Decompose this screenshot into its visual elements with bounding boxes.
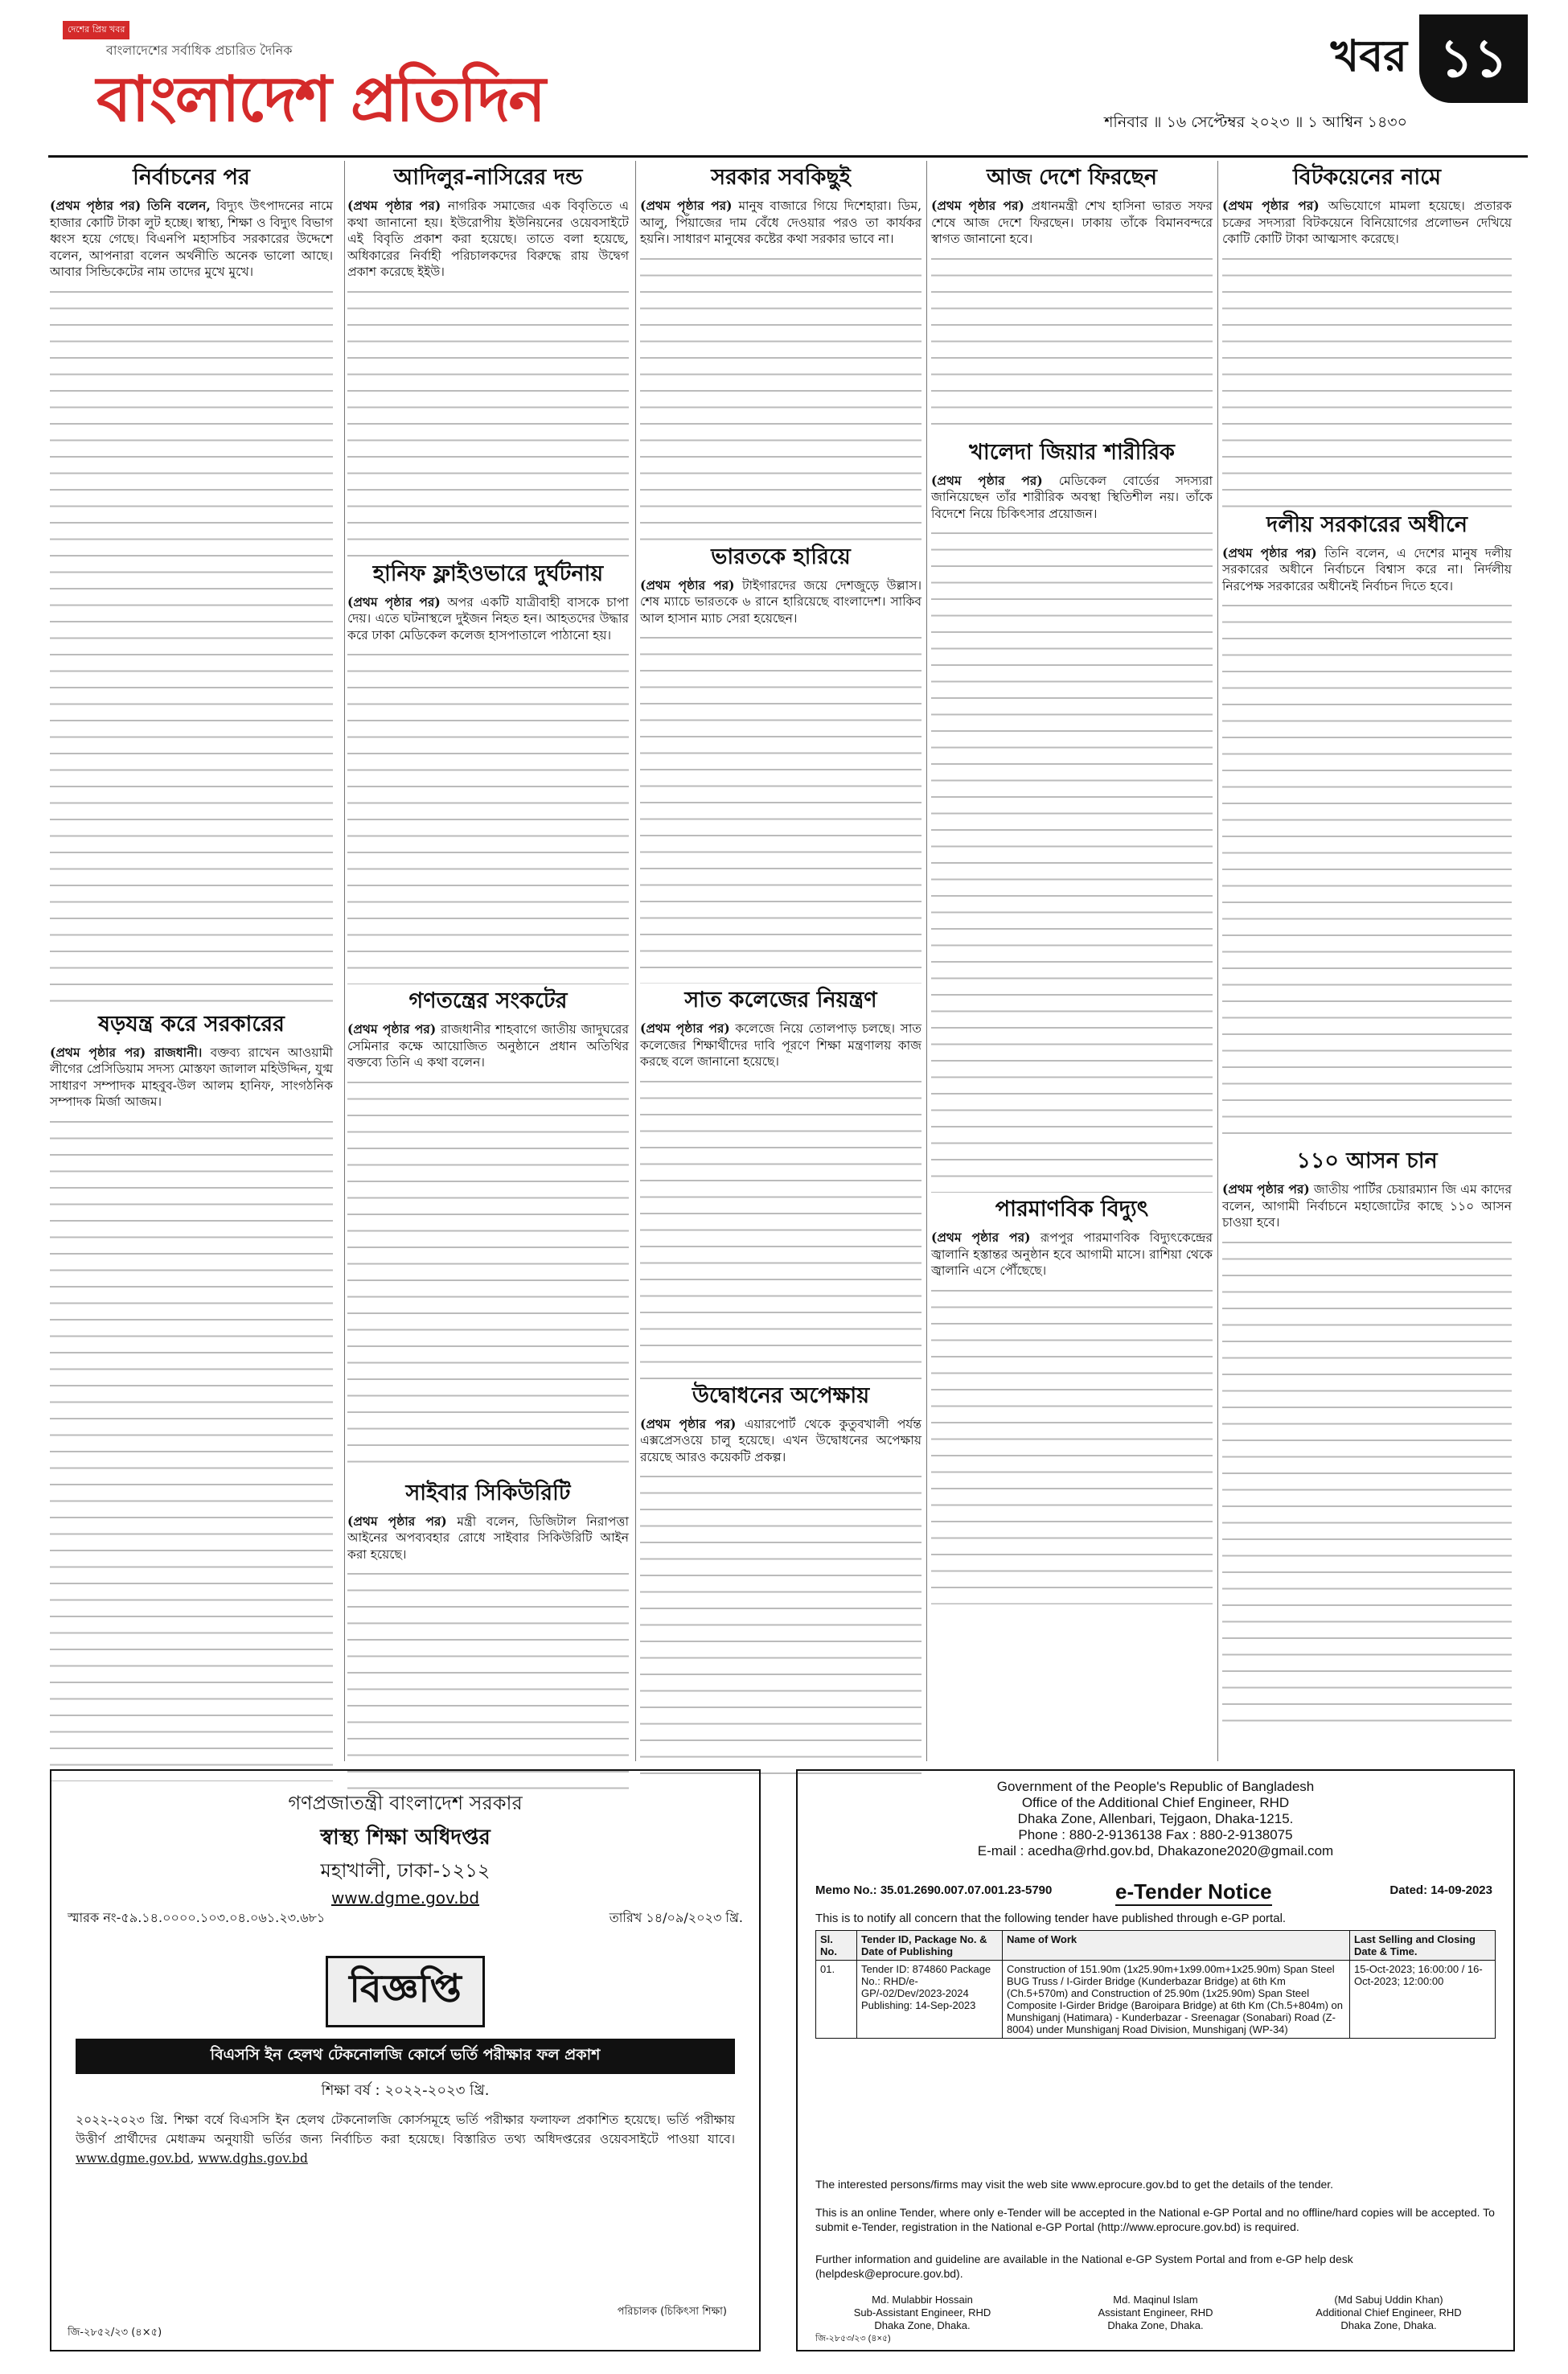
ad-gov-line: Government of the People's Republic of Bangladesh: [996, 1779, 1315, 1794]
ad-code: জি-২৮৫২/২৩ (৪×৫): [68, 2327, 162, 2339]
table-header: Last Selling and Closing Date & Time.: [1350, 1931, 1496, 1961]
article-headline: আদিলুর-নাসিরের দন্ড: [393, 165, 583, 190]
signature-block: Md. Maqinul Islam Assistant Engineer, RHD Dhaka Zone, Dhaka.: [1098, 2294, 1213, 2331]
article-body: নাগরিক সমাজের এক বিবৃতিতে এ কথা জানানো হয়। ইউরোপীয় ইউনিয়নের ওয়েবসাইটে এই বিবৃতি প্রকাশ করা হয়েছে। তাতে বলা হয়েছে, অধিকারের নির্বাহী পরিচালকদের বিরুদ্ধে রায় উদ্বেগ প্রকাশ করেছে ইইউ।: [347, 199, 629, 279]
newspaper-logo: বাংলাদেশ প্রতিদিন: [96, 64, 544, 136]
article-body: মানুষ বাজারে গিয়ে দিশেহারা। ডিম, আলু, পিঁয়াজের দাম বেঁধে দেওয়ার পরও তা কার্যকর হয়নি। সাধারণ মানুষের কষ্টের কথা সরকার ভাবে না।: [640, 199, 922, 246]
article-body: রাজধানীর শাহবাগে জাতীয় জাদুঘরের সেমিনার কক্ষে আয়োজিত অনুষ্ঠানে প্রধান অতিথির বক্তব্যে তিনি এ কথা বলেন।: [347, 1022, 629, 1070]
article: [1222, 1148, 1512, 1231]
table-header: Name of Work: [1003, 1931, 1350, 1961]
ad-body-paragraph: ২০২২-২০২৩ খ্রি. শিক্ষা বর্ষে বিএসসি ইন হেলথ টেকনোলজি কোর্সসমূহে ভর্তি পরীক্ষার ফলাফল প্রকাশিত হয়েছে। ভর্তি পরীক্ষায় উত্তীর্ণ প্রার্থীদের মেধাক্রম অনুযায়ী ভর্তির জন্য নির্বাচিত করা হয়েছে। বিস্তারিত তথ্য অধিদপ্তরের ওয়েবসাইটে পাওয়া যাবে।: [76, 2113, 735, 2146]
article-lead: (প্রথম পৃষ্ঠার পর) তিনি বলেন,: [50, 198, 211, 213]
article-lead: (প্রথম পৃষ্ঠার পর): [640, 577, 735, 593]
tender-date: Dated: 14-09-2023: [1389, 1883, 1492, 1897]
ad-address: মহাখালী, ঢাকা-১২১২: [320, 1859, 491, 1882]
article-headline: আজ দেশে ফিরছেন: [986, 165, 1158, 190]
article-text-block: [931, 1283, 1213, 1604]
article-text-block: [1222, 251, 1512, 508]
article-body: অপর একটি যাত্রীবাহী বাসকে চাপা দেয়। এতে ঘটনাস্থলে দুইজন নিহত হন। আহতদের উদ্ধার করে ঢাকা মেডিকেল কলেজ হাসপাতালে পাঠানো হয়।: [347, 594, 629, 643]
table-cell: 01.: [816, 1961, 857, 2039]
article-lead: (প্রথম পৃষ্ঠার পর): [931, 1230, 1031, 1245]
article-headline: ষড়যন্ত্র করে সরকারের: [98, 1011, 285, 1037]
article: [1222, 511, 1512, 595]
article-body: প্রধানমন্ত্রী শেখ হাসিনা ভারত সফর শেষে আজ দেশে ফিরছেন। ঢাকায় তাঁকে বিমানবন্দরে স্বাগত জানানো হবে।: [931, 199, 1213, 246]
table-header: Sl. No.: [816, 1931, 857, 1961]
ad-link-dghs[interactable]: www.dghs.gov.bd: [198, 2151, 308, 2166]
article-text-block: [347, 1074, 629, 1477]
table-cell: Tender ID: 874860 Package No.: RHD/e-GP/-02/Dev/2023-2024 Publishing: 14-Sep-2023: [857, 1961, 1003, 2039]
article-body: অভিযোগে মামলা হয়েছে। প্রতারক চক্রের সদস্যরা বিটকয়েনে বিনিয়োগের প্রলোভন দেখিয়ে কোটি কোটি টাকা আত্মসাৎ করেছে।: [1222, 199, 1512, 246]
article: [347, 164, 629, 281]
article-headline: পারমাণবিক বিদ্যুৎ: [995, 1197, 1149, 1222]
article: [640, 164, 922, 248]
article-body: তিনি বলেন, এ দেশের মানুষ দলীয় সরকারের অধীনে নির্বাচনে বিশ্বাস করে না। নির্দলীয় নিরপেক্ষ সরকারের অধীনেই নির্বাচন দিতে হবে।: [1222, 545, 1512, 594]
ad-office: Office of the Additional Chief Engineer, RHD: [1021, 1795, 1290, 1810]
article-lead: (প্রথম পৃষ্ঠার পর): [640, 1415, 737, 1431]
ad-signature: পরিচালক (চিকিৎসা শিক্ষা): [617, 2306, 727, 2318]
article: [640, 1382, 922, 1466]
article: [50, 1011, 333, 1111]
article-headline: খালেদা জিয়ার শারীরিক: [969, 439, 1175, 465]
table-row: [816, 1961, 1496, 2039]
article-text-block: [640, 630, 922, 984]
article-lead: (প্রথম পৃষ্ঠার পর): [1222, 544, 1317, 561]
article: [640, 544, 922, 627]
ad-notice-title: বিজ্ঞপ্তি: [326, 1956, 485, 2027]
article-headline: ১১০ আসন চান: [1296, 1148, 1438, 1173]
article-headline: হানিফ ফ্লাইওভারে দুর্ঘটনায়: [372, 561, 604, 586]
article-lead: (প্রথম পৃষ্ঠার পর): [640, 198, 733, 213]
article-lead: (প্রথম পৃষ্ঠার পর): [1222, 198, 1320, 213]
column-divider: [344, 161, 345, 1761]
article: [1222, 164, 1512, 248]
article-headline: নির্বাচনের পর: [133, 165, 250, 190]
article-text-block: [640, 251, 922, 540]
page-number: ১১: [1419, 14, 1528, 103]
column-1: [50, 161, 333, 1781]
article-lead: (প্রথম পৃষ্ঠার পর) রাজধানী।: [50, 1044, 203, 1060]
article-body: কলেজে নিয়ে তোলপাড় চলছে। সাত কলেজের শিক্ষার্থীদের দাবি পূরণে শিক্ষা মন্ত্রণালয় কাজ করছে বলে জানানো হয়েছে।: [640, 1021, 922, 1069]
column-divider: [1217, 161, 1218, 1761]
article-headline: বিটকয়েনের নামে: [1292, 165, 1442, 190]
table-cell: 15-Oct-2023; 16:00:00 / 16-Oct-2023; 12:00:00: [1350, 1961, 1496, 2039]
memo-number: Memo No.: 35.01.2690.007.07.001.23-5790: [815, 1883, 1053, 1897]
article-lead: (প্রথম পৃষ্ঠার পর): [1222, 1181, 1310, 1197]
article-text-block: [931, 251, 1213, 436]
signature-block: Md. Mulabbir Hossain Sub-Assistant Engineer, RHD Dhaka Zone, Dhaka.: [853, 2294, 991, 2331]
ad-link-dgme[interactable]: www.dgme.gov.bd: [76, 2151, 191, 2166]
article-body: বিদ্যুৎ উৎপাদনের নামে হাজার কোটি টাকা লুট হচ্ছে। স্বাস্থ্য, শিক্ষা ও বিদ্যুৎ বিভাগ ধ্বংস হয়ে গেছে। বিএনপি মহাসচিব সরকারের উদ্দেশে বলেন, আপনারা বলেন অর্থনীতি অনেক ভালো আছে। আবার সিন্ডিকেটের নাম তাদের মুখে মুখে।: [50, 199, 333, 279]
ad-gov-line: গণপ্রজাতন্ত্রী বাংলাদেশ সরকার: [288, 1792, 523, 1814]
article-body: মেডিকেল বোর্ডের সদস্যরা জানিয়েছেন তাঁর শারীরিক অবস্থা স্থিতিশীল নয়। তাঁকে বিদেশে নিয়ে চিকিৎসার প্রয়োজন।: [931, 473, 1213, 521]
masthead: [48, 14, 1528, 158]
article: [931, 164, 1213, 248]
signature-block: (Md Sabuj Uddin Khan) Additional Chief Engineer, RHD Dhaka Zone, Dhaka.: [1316, 2294, 1462, 2331]
article-lead: (প্রথম পৃষ্ঠার পর): [640, 1021, 730, 1036]
article-text-block: [347, 1566, 629, 1799]
article-body: বক্তব্য রাখেন আওয়ামী লীগের প্রেসিডিয়াম সদস্য মোস্তফা জালাল মহিউদ্দিন, যুগ্ম সাধারণ সম্পাদক মাহবুব-উল আলম হানিফ, সাংগঠনিক সম্পাদক মির্জা আজম।: [50, 1045, 333, 1109]
table-cell: Construction of 151.90m (1x25.90m+1x99.00m+1x25.90m) Span Steel BUG Truss / I-Girder Bridge (Kunderbazar Bridge) at 6th Km (Ch.5+570m) and Construction of 25.90m (1x25.90m) Span Steel Composite I-Girder Bridge (Baroipara Bridge) at 6th Km (Ch.5+804m) on Munshiganj (Hatimara) - Kunderbazar - Sreenagar (Sonabari) Road (Z-8004) under Munshiganj Road Division, Munshiganj (WP-34): [1003, 1961, 1350, 2039]
article-text-block: [347, 647, 629, 984]
ad-email: E-mail : acedha@rhd.gov.bd, Dhakazone2020@gmail.com: [977, 1843, 1334, 1859]
article-headline: উদ্বোধনের অপেক্ষায়: [692, 1382, 870, 1408]
article-body: মন্ত্রী বলেন, ডিজিটাল নিরাপত্তা আইনের অপব্যবহার রোধে সাইবার সিকিউরিটি আইন করা হয়েছে।: [347, 1514, 629, 1562]
article-text-block: [50, 1114, 333, 1781]
ad-code: জি-২৮৫৩/২৩ (৪×৫): [815, 2334, 891, 2343]
ad-department: স্বাস্থ্য শিক্ষা অধিদপ্তর: [320, 1826, 491, 1850]
article-text-block: [1222, 1234, 1512, 1733]
article-text-block: [50, 284, 333, 1008]
article-lead: (প্রথম পৃষ্ঠার পর): [347, 594, 441, 610]
article-headline: সাইবার সিকিউরিটি: [405, 1480, 571, 1505]
ad-address: Dhaka Zone, Allenbari, Tejgaon, Dhaka-1215.: [1017, 1811, 1294, 1826]
ad-subject-bar: বিএসসি ইন হেলথ টেকনোলজি কোর্সে ভর্তি পরীক্ষার ফল প্রকাশ: [76, 2039, 735, 2074]
article-headline: গণতন্ত্রের সংকটের: [408, 988, 568, 1013]
article-lead: (প্রথম পৃষ্ঠার পর): [931, 198, 1024, 213]
article-body: জাতীয় পার্টির চেয়ারম্যান জি এম কাদের বলেন, আগামী নির্বাচনে মহাজোটের কাছে ১১০ আসন চাওয়া হবে।: [1222, 1182, 1512, 1230]
article-body: রূপপুর পারমাণবিক বিদ্যুৎকেন্দ্রের জ্বালানি হস্তান্তর অনুষ্ঠান হবে আগামী মাসে। রাশিয়া থেকে জ্বালানি এসে পৌঁছেছে।: [931, 1230, 1213, 1278]
article: [50, 164, 333, 281]
article: [347, 561, 629, 644]
article-text-block: [931, 525, 1213, 1193]
article-lead: (প্রথম পৃষ্ঠার পর): [347, 198, 441, 213]
article: [931, 439, 1213, 523]
government-notice-ad: [50, 1769, 761, 2351]
column-3: [640, 161, 922, 1774]
article: [931, 1196, 1213, 1279]
column-4: [931, 161, 1213, 1604]
article: [347, 988, 629, 1071]
section-name: খবর: [1330, 31, 1407, 81]
tender-table: [815, 1930, 1496, 2039]
e-tender-notice-ad: [796, 1769, 1515, 2351]
tender-intro: This is to notify all concern that the following tender have published through e-GP portal.: [815, 1912, 1287, 1925]
article-headline: ভারতকে হারিয়ে: [711, 544, 851, 569]
logo-subtitle: বাংলাদেশের সর্বাধিক প্রচারিত দৈনিক: [106, 43, 293, 58]
article-body: এয়ারপোর্ট থেকে কুতুবখালী পর্যন্ত এক্সপ্রেসওয়ে চালু হয়েছে। এখন উদ্বোধনের অপেক্ষায় রয়েছে আরও কয়েকটি প্রকল্প।: [640, 1416, 922, 1464]
article-headline: দলীয় সরকারের অধীনে: [1266, 511, 1467, 537]
e-tender-title: e-Tender Notice: [1115, 1879, 1272, 1906]
article-headline: সাত কলেজের নিয়ন্ত্রণ: [684, 988, 877, 1012]
ad-date: তারিখ ১৪/০৯/২০২৩ খ্রি.: [609, 1910, 743, 1925]
logo-tag: দেশের প্রিয় খবর: [63, 21, 129, 39]
dateline: শনিবার ॥ ১৬ সেপ্টেম্বর ২০২৩ ॥ ১ আশ্বিন ১৪৩০: [1104, 113, 1407, 131]
column-divider: [926, 161, 927, 1761]
column-divider: [635, 161, 636, 1761]
tender-paragraph: This is an online Tender, where only e-Tender will be accepted in the National e-GP Portal and no offline/hard copies will be accepted. To submit e-Tender, registration in the National e-GP Portal (http://www.eprocure.gov.bd) is required.: [815, 2206, 1495, 2233]
article: [347, 1480, 629, 1563]
ad-reference-number: স্মারক নং-৫৯.১৪.০০০০.১০৩.০৪.০৬১.২৩.৬৮১: [68, 1910, 326, 1925]
ad-session: শিক্ষা বর্ষ : ২০২২-২০২৩ খ্রি.: [321, 2082, 490, 2099]
article-text-block: [640, 1074, 922, 1379]
article-lead: (প্রথম পৃষ্ঠার পর): [347, 1021, 437, 1037]
article-lead: (প্রথম পৃষ্ঠার পর): [931, 472, 1043, 488]
article-lead: (প্রথম পৃষ্ঠার পর): [347, 1513, 447, 1529]
tender-paragraph: The interested persons/firms may visit the web site www.eprocure.gov.bd to get the details of the tender.: [815, 2178, 1334, 2191]
column-2: [347, 161, 629, 1799]
table-header: Tender ID, Package No. & Date of Publishing: [857, 1931, 1003, 1961]
ad-phone: Phone : 880-2-9136138 Fax : 880-2-9138075: [1018, 1827, 1293, 1842]
article-headline: সরকার সবকিছুই: [711, 165, 851, 190]
article-text-block: [640, 1468, 922, 1774]
article-body: টাইগারদের জয়ে দেশজুড়ে উল্লাস। শেষ ম্যাচে ভারতকে ৬ রানে হারিয়েছে বাংলাদেশ। সাকিব আল হাসান ম্যাচ সেরা হয়েছেন।: [640, 577, 922, 626]
ad-body-text: ২০২২-২০২৩ খ্রি. শিক্ষা বর্ষে বিএসসি ইন হেলথ টেকনোলজি কোর্সসমূহে ভর্তি পরীক্ষার ফলাফল প্রকাশিত হয়েছে। ভর্তি পরীক্ষায় উত্তীর্ণ প্রার্থীদের মেধাক্রম অনুযায়ী ভর্তির জন্য নির্বাচিত করা হয়েছে। বিস্তারিত তথ্য অধিদপ্তরের ওয়েবসাইটে পাওয়া যাবে। www.dgme.gov.bd, www.dghs.gov.bd: [76, 2113, 735, 2166]
article-text-block: [1222, 598, 1512, 1144]
tender-paragraph: Further information and guideline are available in the National e-GP System Portal and from e-GP help desk (helpdesk@eprocure.gov.bd).: [815, 2253, 1353, 2280]
column-5: [1222, 161, 1512, 1733]
article-text-block: [347, 284, 629, 557]
article: [640, 987, 922, 1070]
ad-website: www.dgme.gov.bd: [330, 1888, 480, 1908]
